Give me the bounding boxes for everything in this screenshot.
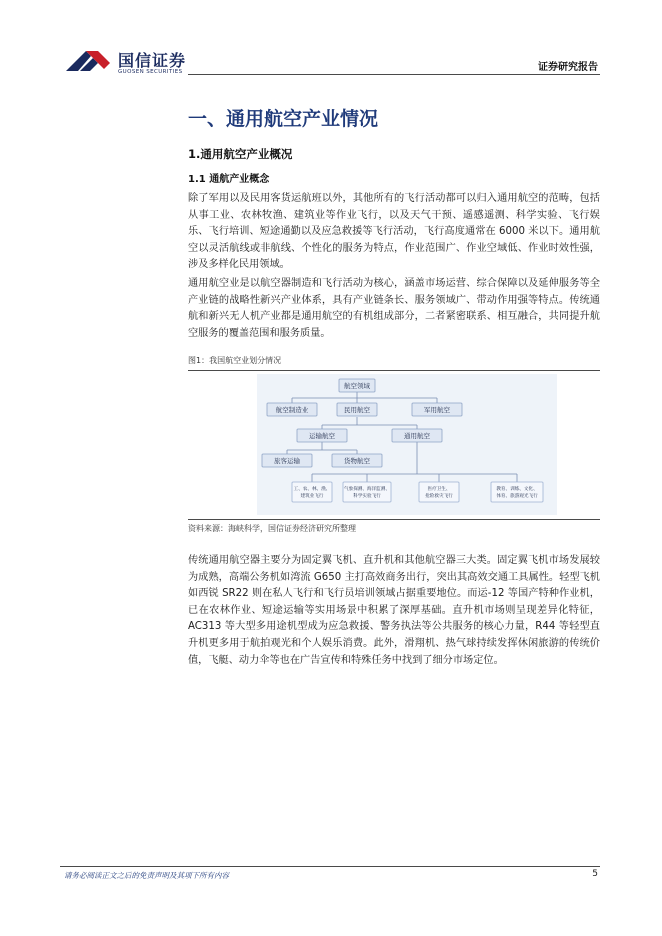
page-number: 5: [592, 869, 598, 879]
node-military-label: 军用航空: [424, 406, 450, 414]
figure-top-rule: [188, 370, 600, 371]
node-leaf-industry: [292, 482, 332, 502]
figure-source: 资料来源：海峡科学，国信证券经济研究所整理: [188, 524, 356, 533]
paragraph-industry: 通用航空业是以航空器制造和飞行活动为核心，涵盖市场运营、综合保障以及延伸服务等全产业链的战略性新兴产业体系，具有产业链条长、服务领域广、带动作用强等特点。传统通航和新兴无人机产业都是通用航空的有机组成部分，二者紧密联系、相互融合，共同提升航空服务的覆盖范围和服务质量。: [188, 278, 600, 339]
node-transport-label: 运输航空: [309, 432, 335, 440]
node-aviation-label: 航空领域: [344, 382, 370, 390]
paragraph-aircraft-types: 传统通用航空器主要分为固定翼飞机、直升机和其他航空器三大类。固定翼飞机市场发展较为成熟，高端公务机如湾流 G650 主打高效商务出行，突出其高效交通工具属性。轻型飞机如西锐 SR22 则在私人飞行和飞行员培训领域占据重要地位。而运-12 等国产特种作业机，已在农林作业、短途运输等实用场景中积累了深厚基础。直升机市场则呈现差异化特征，AC313 等大型多用途机型成为应急救援、警务执法等公共服务的核心力量，R44 等轻型直升机更多用于航拍观光和个人娱乐消费。此外，滑翔机、热气球持续发挥休闲旅游的传统价值，飞艇、动力伞等也在广告宣传和特殊任务中找到了细分市场定位。: [188, 555, 600, 666]
node-leaf-science-line1: 气象探测、海洋监测、: [344, 487, 390, 492]
node-leaf-industry-line2: 建筑业飞行: [300, 494, 324, 499]
node-civil-label: 民用航空: [344, 406, 370, 414]
header-divider: [188, 74, 600, 75]
footer-disclaimer: 请务必阅读正文之后的免责声明及其项下所有内容: [64, 871, 229, 880]
node-leaf-medical-line2: 抢险救灾飞行: [425, 494, 453, 499]
node-general-label: 通用航空: [404, 432, 430, 440]
guosen-logo-icon: [64, 45, 112, 77]
node-leaf-tourism: [491, 482, 543, 502]
subsubsection-title: 1.1 通航产业概念: [188, 174, 270, 185]
node-leaf-industry-line1: 工、农、林、渔、: [293, 487, 331, 492]
brand-name-cn: 国信证券: [118, 51, 187, 70]
node-passenger-label: 旅客运输: [274, 457, 300, 465]
figure-caption: 图1：我国航空业划分情况: [188, 356, 282, 365]
footer-divider: [60, 866, 600, 867]
brand-name-en: GUOSEN SECURITIES: [118, 69, 183, 75]
subsection-title: 1.通用航空产业概况: [188, 147, 293, 161]
paragraph-definition: 除了军用以及民用客货运航班以外，其他所有的飞行活动都可以归入通用航空的范畴，包括从事工业、农林牧渔、建筑业等作业飞行，以及天气干预、遥感遥测、科学实验、飞行娱乐、飞行培训、短途通勤以及应急救援等飞行活动，飞行高度通常在 6000 米以下。通用航空以灵活航线或非航线、个性化的服务为特点，作业范围广、作业空域低、作业时效性强，涉及多样化民用领域。: [188, 193, 600, 271]
figure-bottom-rule: [188, 519, 600, 520]
node-leaf-tourism-line1: 教育、训练、文化、: [496, 487, 538, 492]
aviation-classification-diagram: [257, 374, 557, 515]
node-leaf-tourism-line2: 体育、旅游观光飞行: [496, 494, 538, 499]
node-leaf-science: [343, 482, 391, 502]
node-manufacturing-label: 航空制造业: [275, 406, 309, 414]
document-type: 证券研究报告: [538, 62, 598, 73]
node-cargo-label: 货物航空: [344, 457, 370, 465]
node-leaf-medical: [419, 482, 459, 502]
section-title: 一、通用航空产业情况: [188, 108, 379, 130]
node-leaf-science-line2: 科学实验飞行: [353, 494, 381, 499]
node-leaf-medical-line1: 医疗卫生、: [427, 487, 451, 492]
